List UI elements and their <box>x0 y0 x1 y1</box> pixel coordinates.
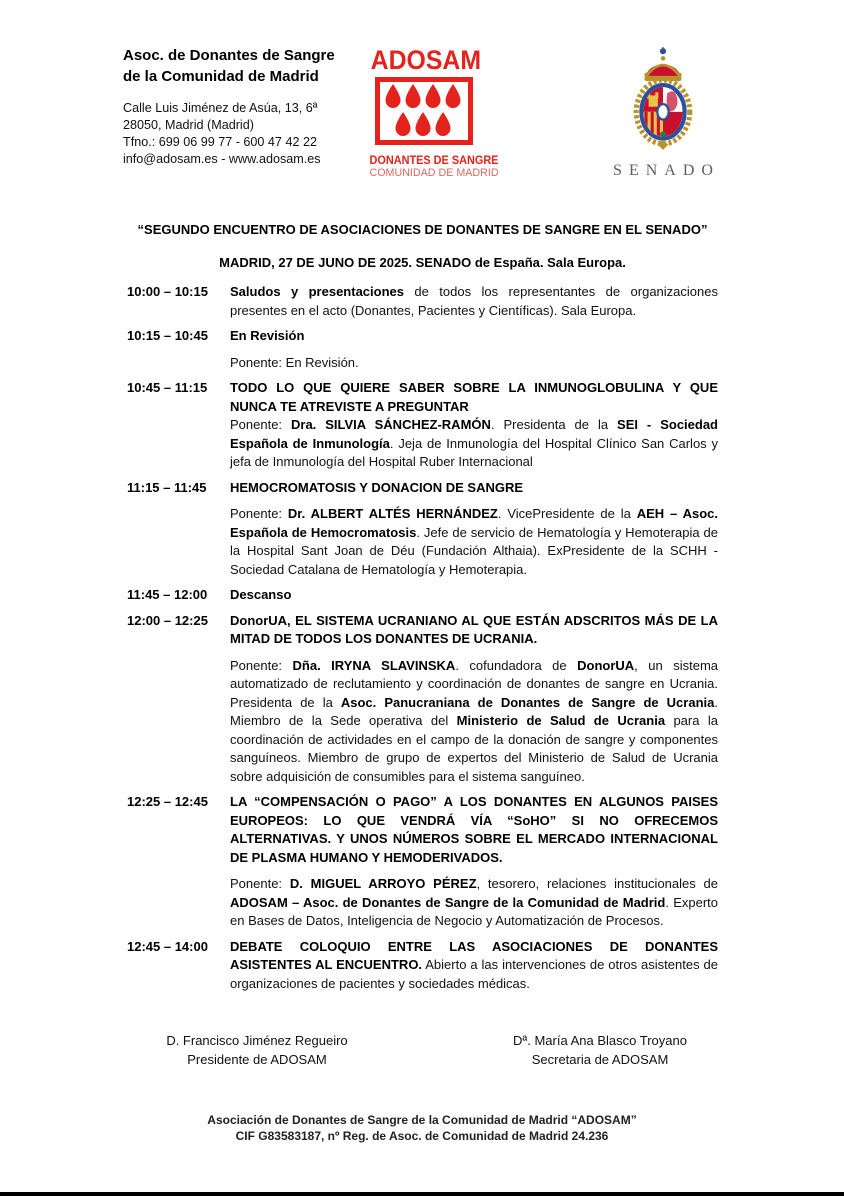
text-segment: SEI - Sociedad Española de Inmunología <box>230 417 718 451</box>
schedule-time: 10:15 – 10:45 <box>127 328 208 343</box>
text-segment: Ponente: En Revisión. <box>230 354 359 370</box>
text-segment: de todos los representantes de organizaciones presentes en el acto (Donantes, Pacientes y Científicas). Sala Europa. <box>230 284 718 318</box>
agenda-paragraph <box>230 938 718 994</box>
schedule-item-body <box>230 612 718 787</box>
schedule-item-body <box>230 283 718 320</box>
schedule-item <box>127 379 718 472</box>
schedule-time: 10:45 – 11:15 <box>127 380 208 395</box>
agenda-paragraph <box>230 327 718 346</box>
text-segment: DonorUA, EL SISTEMA UCRANIANO AL QUE ESTÁN ADSCRITOS MÁS DE LA MITAD DE TODOS LOS DONANTES DE UCRANIA. <box>230 612 718 646</box>
agenda-paragraph <box>230 479 718 498</box>
adosam-tagline-secondary: COMUNIDAD DE MADRID <box>369 167 499 179</box>
text-segment: . Presidenta de la <box>490 417 618 432</box>
text-segment: En Revisión <box>230 328 305 343</box>
agenda-paragraph <box>230 612 718 649</box>
schedule-item <box>127 479 718 580</box>
text-segment: Abierto a las intervenciones de otros asistentes de organizaciones de pacientes y sociedades médicas. <box>230 957 718 991</box>
text-segment: Dr. ALBERT ALTÉS HERNÁNDEZ <box>287 506 498 521</box>
document-body <box>127 222 718 1000</box>
schedule-item <box>127 327 718 372</box>
org-address-web: info@adosam.es - www.adosam.es <box>123 152 321 166</box>
schedule-item-body <box>230 479 718 580</box>
text-segment: Ponente: <box>230 657 293 673</box>
schedule-item-body <box>230 793 718 931</box>
agenda-paragraph <box>230 283 718 320</box>
schedule-item <box>127 793 718 931</box>
text-segment: , tesorero, relaciones institucionales de <box>476 876 719 891</box>
text-segment: Saludos y presentaciones <box>230 284 404 299</box>
signature-secretary-role: Secretaria de ADOSAM <box>531 1052 669 1067</box>
schedule-item <box>127 283 718 320</box>
signature-president-name: D. Francisco Jiménez Regueiro <box>166 1033 348 1048</box>
text-segment: Dra. SILVIA SÁNCHEZ-RAMÓN <box>291 417 491 432</box>
schedule-item-body <box>230 938 718 994</box>
org-name-line-2: de la Comunidad de Madrid <box>123 68 319 85</box>
text-segment: Ponente: <box>230 506 288 521</box>
text-segment: para la coordinación de actividades en el campo de la donación de sangre y componentes sanguíneos. Miembro de grupo de expertos del Ministerio de Salud de Ucrania sobre adquisición de consumibles para el sistema sanguíneo. <box>230 713 718 784</box>
adosam-logo <box>366 45 499 179</box>
schedule-item <box>127 938 718 994</box>
schedule-time: 12:45 – 14:00 <box>127 938 208 954</box>
schedule-time: 12:25 – 12:45 <box>127 794 208 809</box>
schedule-time: 12:00 – 12:25 <box>127 612 208 628</box>
schedule-time: 11:15 – 11:45 <box>127 479 207 495</box>
footer-line-2: CIF G83583187, nº Reg. de Asoc. de Comunidad de Madrid 24.236 <box>235 1128 609 1143</box>
schedule <box>127 283 718 993</box>
footer-line-1: Asociación de Donantes de Sangre de la Comunidad de Madrid “ADOSAM” <box>207 1113 637 1127</box>
org-address-street: Calle Luis Jiménez de Asúa, 13, 6ª <box>123 101 318 115</box>
text-segment: AEH – Asoc. Española de Hemocromatosis <box>230 506 719 540</box>
text-segment: Asoc. Panucraniana de Donantes de Sangre de Ucrania <box>340 694 715 710</box>
org-name-line-1: Asoc. de Donantes de Sangre <box>123 47 335 64</box>
schedule-item-body <box>230 327 718 372</box>
senado-coat-of-arms-icon <box>627 138 699 155</box>
agenda-paragraph <box>230 875 718 931</box>
text-segment: Dña. IRYNA SLAVINSKA <box>292 657 456 673</box>
schedule-item <box>127 586 718 605</box>
signature-secretary-name: Dª. María Ana Blasco Troyano <box>513 1033 687 1048</box>
text-segment: DonorUA <box>577 657 635 673</box>
footer <box>0 1113 844 1144</box>
agenda-paragraph <box>230 586 718 605</box>
text-segment: TODO LO QUE QUIERE SABER SOBRE LA INMUNOGLOBULINA Y QUE NUNCA TE ATREVISTE A PREGUNTAR <box>230 380 718 414</box>
schedule-time: 11:45 – 12:00 <box>127 587 208 602</box>
text-segment: , un sistema automatizado de reclutamiento y coordinación de donantes de sangre en Ucrania. Presidenta de la <box>230 657 718 710</box>
text-segment: HEMOCROMATOSIS Y DONACION DE SANGRE <box>230 479 524 495</box>
senado-logo <box>593 47 733 180</box>
agenda-paragraph <box>230 793 718 867</box>
text-segment: . Miembro de la Sede operativa del <box>230 694 718 728</box>
blood-drops-icon <box>375 77 473 150</box>
text-segment: . Jefe de servicio de Hematología y Hemoterapia de la Hospital Sant Joan de Déu (Fundación Althaia). ExPresidente de la SCHH - Sociedad Catalana de Hematología y Hemoterapia. <box>230 524 718 577</box>
senado-label: SENADO <box>613 162 720 179</box>
agenda-paragraph <box>230 505 718 579</box>
text-segment: Ponente: <box>230 876 290 891</box>
org-address-phone: Tfno.: 699 06 99 77 - 600 47 42 22 <box>123 135 317 149</box>
page-bottom-border <box>0 1192 844 1196</box>
schedule-item-body <box>230 379 718 472</box>
signature-secretary <box>460 1031 740 1069</box>
text-segment: DEBATE COLOQUIO ENTRE LAS ASOCIACIONES DE DONANTES ASISTENTES AL ENCUENTRO. <box>230 938 718 972</box>
text-segment: . VicePresidente de la <box>497 506 637 521</box>
org-address-city: 28050, Madrid (Madrid) <box>123 118 254 132</box>
agenda-paragraph <box>230 657 718 787</box>
text-segment: ADOSAM – Asoc. de Donantes de Sangre de la Comunidad de Madrid <box>230 894 666 910</box>
text-segment: . cofundadora de <box>455 657 578 673</box>
text-segment: LA “COMPENSACIÓN O PAGO” A LOS DONANTES EN ALGUNOS PAISES EUROPEOS: LO QUE VENDRÁ VÍA “SoHO” SI NO OFRECEMOS ALTERNATIVAS. Y UNOS NÚMEROS SOBRE EL MERCADO INTERNACIONAL DE PLASMA HUMANO Y HEMODERIVADOS. <box>230 794 718 865</box>
agenda-paragraph <box>230 416 718 472</box>
document-subtitle: MADRID, 27 DE JUNO DE 2025. SENADO de España. Sala Europa. <box>219 255 626 270</box>
text-segment: Descanso <box>230 587 292 602</box>
document-title: “SEGUNDO ENCUENTRO DE ASOCIACIONES DE DONANTES DE SANGRE EN EL SENADO” <box>137 222 708 237</box>
agenda-paragraph <box>230 379 718 416</box>
text-segment: . Jeja de Inmunología del Hospital Clínico San Carlos y jefa de Inmunología del Hospital Ruber Internacional <box>230 435 718 469</box>
text-segment: D. MIGUEL ARROYO PÉREZ <box>289 876 477 891</box>
org-header-block <box>123 45 335 168</box>
schedule-item <box>127 612 718 787</box>
adosam-tagline-primary: DONANTES DE SANGRE <box>369 154 499 167</box>
signature-president-role: Presidente de ADOSAM <box>187 1052 327 1067</box>
text-segment: . Experto en Bases de Datos, Inteligencia de Negocio y Automatización de Procesos. <box>230 894 718 928</box>
text-segment: Ponente: <box>230 417 291 432</box>
signature-president <box>117 1031 397 1069</box>
adosam-wordmark: ADOSAM <box>370 45 482 75</box>
text-segment: Ministerio de Salud de Ucrania <box>456 713 666 728</box>
schedule-time: 10:00 – 10:15 <box>127 284 208 299</box>
schedule-item-body <box>230 586 718 605</box>
agenda-paragraph <box>230 354 718 373</box>
